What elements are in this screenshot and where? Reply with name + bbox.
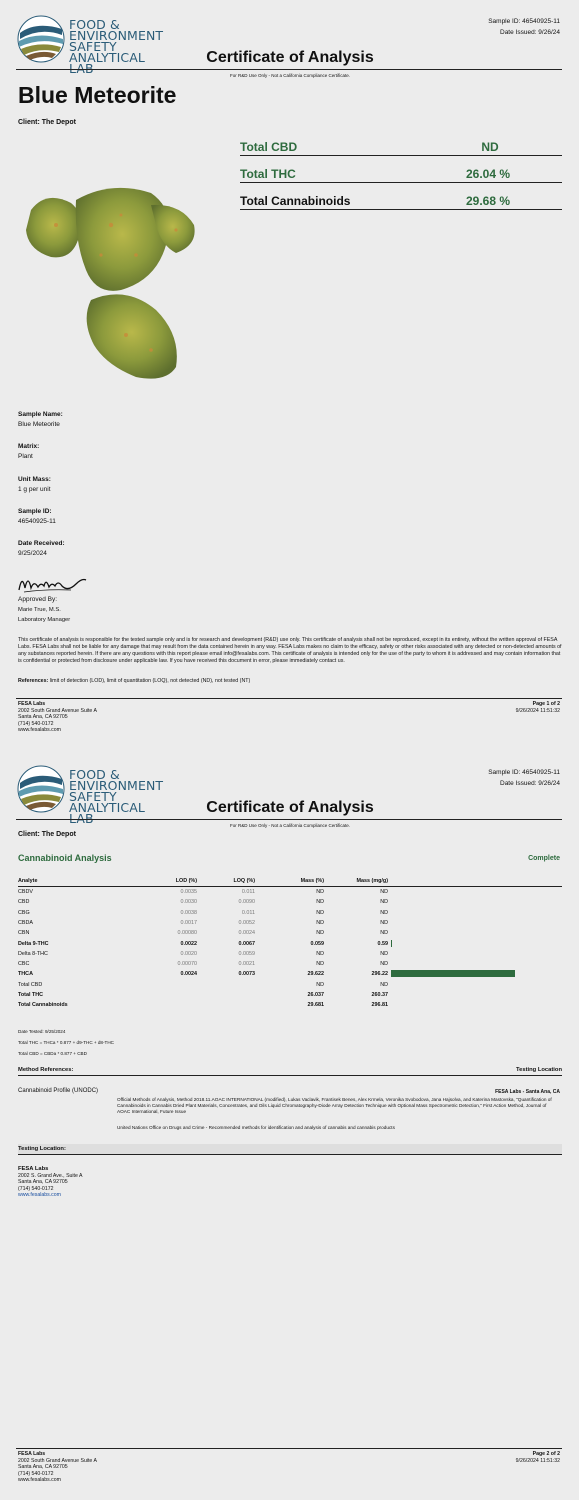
cell-lod: 0.0038 — [180, 909, 197, 916]
cell-mass-pct: ND — [316, 889, 324, 895]
footer-company: FESA Labs — [18, 1451, 46, 1457]
cell-loq: 0.011 — [241, 889, 255, 895]
rnd-note: For R&D Use Only - Not a California Compliance Certificate. — [229, 73, 351, 78]
footer-website: www.fesalabs.com — [18, 727, 61, 733]
disclaimer-text: This certificate of analysis is responsible for the tested sample only and is for research and development (R&D) use only. This certificate of analysis shall not be reproduced, except in its entirety, without the written approval of FESA Labs. FESA Labs shall not be liable for any damage that may result from the data contained herein in any way. FESA Labs makes no claim to the efficacy, safety or other risks associated with any detected or non-detected amounts of any substances reported herein. If there are any questions with this report please email info@fesalabs.com. This certificate of analysis is intended only for the use of the party to whom it is addressed and may contain information that is confidential or protected from disclosure under applicable law. If you have received this document in error, please immediately contact us. — [18, 637, 562, 664]
lab-logo — [16, 765, 164, 826]
analysis-status: Complete — [528, 855, 560, 862]
footer-address-1: 2002 South Grand Avenue Suite A — [18, 707, 97, 714]
cell-mass-mg: ND — [380, 899, 388, 906]
cell-analyte: CBDA — [18, 919, 33, 926]
header-divider — [16, 69, 562, 70]
cell-mass-mg: 0.59 — [377, 940, 388, 947]
table-row — [18, 908, 562, 918]
testing-location-header: Testing Location — [516, 1067, 562, 1073]
cell-mass-mg: 296.22 — [371, 971, 388, 978]
cell-lod: 0.0020 — [180, 950, 197, 957]
logo-line-4: ANALYTICAL LAB — [69, 800, 145, 826]
footer-address-1: 2002 South Grand Avenue Suite A — [18, 1457, 97, 1464]
table-row — [18, 980, 562, 990]
print-datetime: 9/26/2024 11:51:32 — [515, 1457, 560, 1464]
cell-mass-pct: ND — [316, 899, 324, 906]
lab-logo-emblem-icon — [16, 15, 66, 63]
matrix-value: Plant — [18, 453, 33, 460]
cell-mass-mg: ND — [380, 981, 388, 988]
page-number: Page 1 of 2 — [532, 701, 560, 707]
cell-analyte: Total CBD — [18, 981, 43, 988]
coa-title: Certificate of Analysis — [206, 799, 374, 816]
cell-mass-mg: ND — [380, 919, 388, 926]
cell-analyte: Total Cannabinoids — [18, 1002, 68, 1009]
cell-loq: 0.0073 — [238, 971, 255, 978]
cell-lod: 0.0017 — [180, 919, 197, 926]
sample-id-value: 46540925-11 — [18, 518, 56, 525]
cell-mass-pct: ND — [316, 930, 324, 937]
table-row — [18, 887, 562, 897]
cell-mass-pct: ND — [316, 909, 324, 916]
method-references-label: Method References: — [18, 1067, 74, 1073]
cell-mass-pct: ND — [316, 981, 324, 988]
table-row — [18, 949, 562, 959]
cell-analyte: CBN — [18, 930, 30, 937]
cell-analyte: CBD — [18, 899, 30, 906]
cell-loq: 0.0024 — [238, 930, 255, 937]
cell-loq: 0.0021 — [238, 961, 255, 968]
cell-analyte: CBC — [18, 961, 30, 968]
date-issued-meta: Date Issued: 9/26/24 — [500, 29, 560, 36]
sample-id-meta: Sample ID: 46540925-11 — [488, 769, 560, 776]
testing-location-label: Testing Location: — [18, 1146, 66, 1152]
footer-divider — [16, 698, 562, 699]
summary-value: 26.04 % — [466, 167, 511, 181]
approver-name: Marie True, M.S. — [18, 607, 61, 613]
cell-mass-pct: ND — [316, 961, 324, 968]
lab-logo — [16, 15, 164, 76]
product-photo — [16, 185, 206, 385]
formula-total-cbd: Total CBD = CBDa * 0.877 + CBD — [18, 1051, 87, 1056]
client-name: Client: The Depot — [18, 831, 76, 838]
result-bar — [391, 940, 392, 947]
cell-mass-pct: ND — [316, 950, 324, 957]
summary-label: Total THC — [240, 167, 296, 181]
footer-phone: (714) 540-0172 — [18, 1470, 54, 1477]
table-header — [18, 876, 562, 887]
cell-loq: 0.0052 — [238, 919, 255, 926]
header-divider — [16, 819, 562, 820]
result-bar — [391, 970, 515, 977]
cell-mass-pct: 0.059 — [310, 940, 324, 947]
cell-lod: 0.0035 — [180, 889, 197, 895]
testing-lab-name: FESA Labs — [18, 1166, 49, 1172]
cell-lod: 0.00070 — [177, 961, 197, 968]
table-row — [18, 918, 562, 928]
cell-mass-pct: 26.037 — [307, 992, 324, 998]
product-name: Blue Meteorite — [18, 82, 177, 108]
approver-role: Laboratory Manager — [18, 617, 71, 623]
cell-lod: 0.0024 — [180, 971, 197, 978]
table-row — [18, 928, 562, 938]
summary-total-cannabinoids — [240, 191, 562, 210]
summary-total-cbd — [240, 137, 562, 156]
cell-mass-mg: ND — [380, 961, 388, 968]
cell-analyte: THCA — [18, 971, 33, 978]
date-received-label: Date Received: — [18, 540, 65, 547]
formula-total-thc: Total THC = THCa * 0.877 + d9-THC + d8-THC — [18, 1040, 114, 1045]
sample-name-label: Sample Name: — [18, 411, 63, 418]
footer-website: www.fesalabs.com — [18, 1477, 61, 1483]
approved-by-label: Approved By: — [18, 596, 58, 603]
lab-logo-emblem-icon — [16, 765, 66, 813]
logo-line-3: SAFETY — [69, 39, 117, 54]
cell-mass-mg: ND — [380, 950, 388, 957]
unit-mass-value: 1 g per unit — [18, 486, 51, 493]
coa-title: Certificate of Analysis — [206, 49, 374, 66]
client-name: Client: The Depot — [18, 119, 76, 126]
testing-location-band — [18, 1144, 562, 1155]
cell-loq: 0.0059 — [238, 950, 255, 957]
method-reference-2: United Nations Office on Drugs and Crime - Recommended methods for identification and analysis of cannabis and cannabis products — [117, 1125, 395, 1130]
matrix-label: Matrix: — [18, 443, 40, 450]
sample-id-label: Sample ID: — [18, 508, 52, 515]
footer-company: FESA Labs — [18, 701, 46, 707]
page-number: Page 2 of 2 — [532, 1451, 560, 1457]
references-text: limit of detection (LOD), limit of quantitation (LOQ), not detected (ND), not tested (NT) — [48, 678, 251, 684]
table-row — [18, 1000, 562, 1010]
col-mass-pct: Mass (%) — [300, 878, 324, 884]
testing-address-1: 2002 S. Grand Ave., Suite A — [18, 1172, 83, 1179]
date-received-value: 9/25/2024 — [18, 550, 47, 557]
logo-line-1: FOOD & — [69, 17, 120, 32]
summary-total-thc — [240, 164, 562, 183]
cell-mass-pct: 29.681 — [307, 1002, 324, 1009]
testing-website-link[interactable]: www.fesalabs.com — [18, 1192, 61, 1198]
cell-mass-mg: ND — [380, 930, 388, 937]
logo-line-1: FOOD & — [69, 767, 120, 782]
cell-mass-mg: 260.37 — [371, 992, 388, 998]
testing-phone: (714) 540-0172 — [18, 1185, 54, 1192]
col-lod: LOD (%) — [175, 878, 197, 884]
cell-analyte: CBDV — [18, 889, 33, 895]
cell-mass-mg: 296.81 — [371, 1002, 388, 1009]
sample-name-value: Blue Meteorite — [18, 421, 60, 428]
method-profile: Cannabinoid Profile (UNODC) — [18, 1088, 99, 1094]
col-mass-mg: Mass (mg/g) — [356, 878, 388, 884]
date-issued-meta: Date Issued: 9/26/24 — [500, 780, 560, 787]
cell-mass-pct: ND — [316, 919, 324, 926]
rnd-note: For R&D Use Only - Not a California Compliance Certificate. — [229, 823, 351, 828]
logo-line-4: ANALYTICAL LAB — [69, 50, 145, 76]
method-reference-1: Official Methods of Analysis, Method 2018.11.AOAC INTERNATIONAL (modified), Lukas Vaclavik, Frantisek Benes, Alex Krmela, Veronika Svobodova, Jana Hajsolva, and Katerina Mastovska, "Quantification of Cannabinoids in Cannabis Dried Plant Materials, Concentrates, and Oils Liquid Chromatography-Diode Array Detection Technique with Optional Mass Spectrometric Detection," First Action Method, Journal of AOAC International, Future Issue — [117, 1097, 552, 1114]
cannabinoid-table — [18, 876, 562, 1016]
print-datetime: 9/26/2024 11:51:32 — [515, 707, 560, 714]
cannabinoid-analysis-heading: Cannabinoid Analysis — [18, 853, 112, 863]
signature — [16, 570, 88, 596]
table-row — [18, 897, 562, 907]
unit-mass-label: Unit Mass: — [18, 476, 51, 483]
date-tested: Date Tested: 9/25/2024 — [18, 1029, 66, 1034]
summary-label: Total CBD — [240, 140, 298, 154]
footer-address-2: Santa Ana, CA 92705 — [18, 714, 68, 720]
col-analyte: Analyte — [18, 878, 38, 884]
table-row — [18, 969, 562, 979]
logo-line-2: ENVIRONMENT — [69, 778, 164, 793]
cell-mass-mg: ND — [380, 889, 388, 895]
footer-divider — [16, 1448, 562, 1449]
cell-analyte: Delta 8-THC — [18, 950, 48, 957]
cell-analyte: Delta 9-THC — [18, 940, 49, 947]
method-location: FESA Labs - Santa Ana, CA — [495, 1089, 560, 1095]
cell-lod: 0.00080 — [177, 930, 197, 937]
logo-line-3: SAFETY — [69, 789, 117, 804]
summary-value: 29.68 % — [466, 194, 511, 208]
cell-loq: 0.011 — [241, 909, 255, 916]
cell-analyte: Total THC — [18, 992, 44, 998]
sample-id-meta: Sample ID: 46540925-11 — [488, 18, 560, 25]
table-row — [18, 939, 562, 949]
summary-label: Total Cannabinoids — [240, 194, 351, 208]
logo-line-2: ENVIRONMENT — [69, 28, 164, 43]
summary-value: ND — [481, 140, 499, 154]
footer-address-2: Santa Ana, CA 92705 — [18, 1464, 68, 1470]
cell-mass-pct: 29.622 — [307, 971, 324, 978]
cell-loq: 0.0090 — [238, 899, 255, 906]
testing-address-2: Santa Ana, CA 92705 — [18, 1179, 68, 1185]
cell-loq: 0.0067 — [238, 940, 255, 947]
cell-lod: 0.0022 — [180, 940, 197, 947]
references-label: References: — [18, 678, 49, 684]
table-row — [18, 990, 562, 1000]
col-loq: LOQ (%) — [233, 878, 255, 884]
cell-mass-mg: ND — [380, 909, 388, 916]
cell-analyte: CBG — [18, 909, 30, 916]
table-row — [18, 959, 562, 969]
cell-lod: 0.0030 — [180, 899, 197, 906]
footer-phone: (714) 540-0172 — [18, 720, 54, 727]
